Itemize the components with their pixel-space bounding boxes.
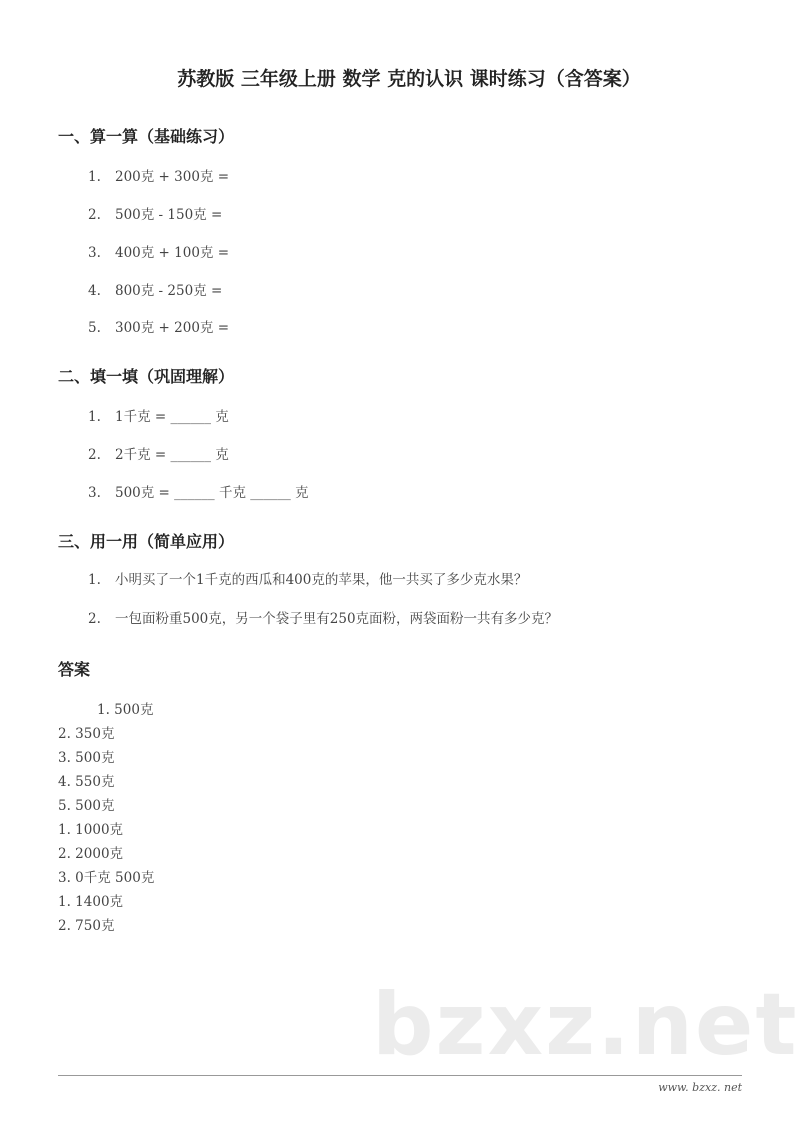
answer-item: 4. 550克 [58, 774, 115, 790]
answers-heading: 答案 [58, 660, 91, 679]
answer-item: 5. 500克 [58, 798, 115, 814]
answer-item: 2. 750克 [58, 918, 115, 934]
footer-url: www. bzxz. net [658, 1081, 742, 1094]
watermark: bzxz.net [372, 975, 799, 1075]
footer-divider [58, 1075, 742, 1076]
answer-item: 2. 2000克 [58, 846, 124, 862]
list-item: 1. 1千克 = ______ 克 [88, 409, 229, 425]
answer-item: 3. 0千克 500克 [58, 870, 155, 886]
list-item: 3. 500克 = ______ 千克 ______ 克 [88, 485, 309, 501]
page-title: 苏教版 三年级上册 数学 克的认识 课时练习（含答案） [177, 68, 641, 90]
section-heading-2: 二、填一填（巩固理解） [58, 367, 235, 386]
answer-item: 3. 500克 [58, 750, 115, 766]
list-item: 2. 500克 - 150克 = [88, 207, 223, 223]
answer-item: 1. 500克 [97, 702, 154, 718]
answer-item: 2. 350克 [58, 726, 115, 742]
list-item: 4. 800克 - 250克 = [88, 283, 223, 299]
list-item: 1. 小明买了一个1千克的西瓜和400克的苹果，他一共买了多少克水果？ [88, 572, 528, 588]
section-heading-3: 三、用一用（简单应用） [58, 532, 235, 551]
list-item: 2. 一包面粉重500克，另一个袋子里有250克面粉，两袋面粉一共有多少克？ [88, 611, 559, 627]
answer-item: 1. 1400克 [58, 894, 124, 910]
list-item: 2. 2千克 = ______ 克 [88, 447, 229, 463]
list-item: 5. 300克 + 200克 = [88, 320, 230, 336]
list-item: 3. 400克 + 100克 = [88, 245, 230, 261]
list-item: 1. 200克 + 300克 = [88, 169, 230, 185]
answer-item: 1. 1000克 [58, 822, 124, 838]
section-heading-1: 一、算一算（基础练习） [58, 127, 235, 146]
